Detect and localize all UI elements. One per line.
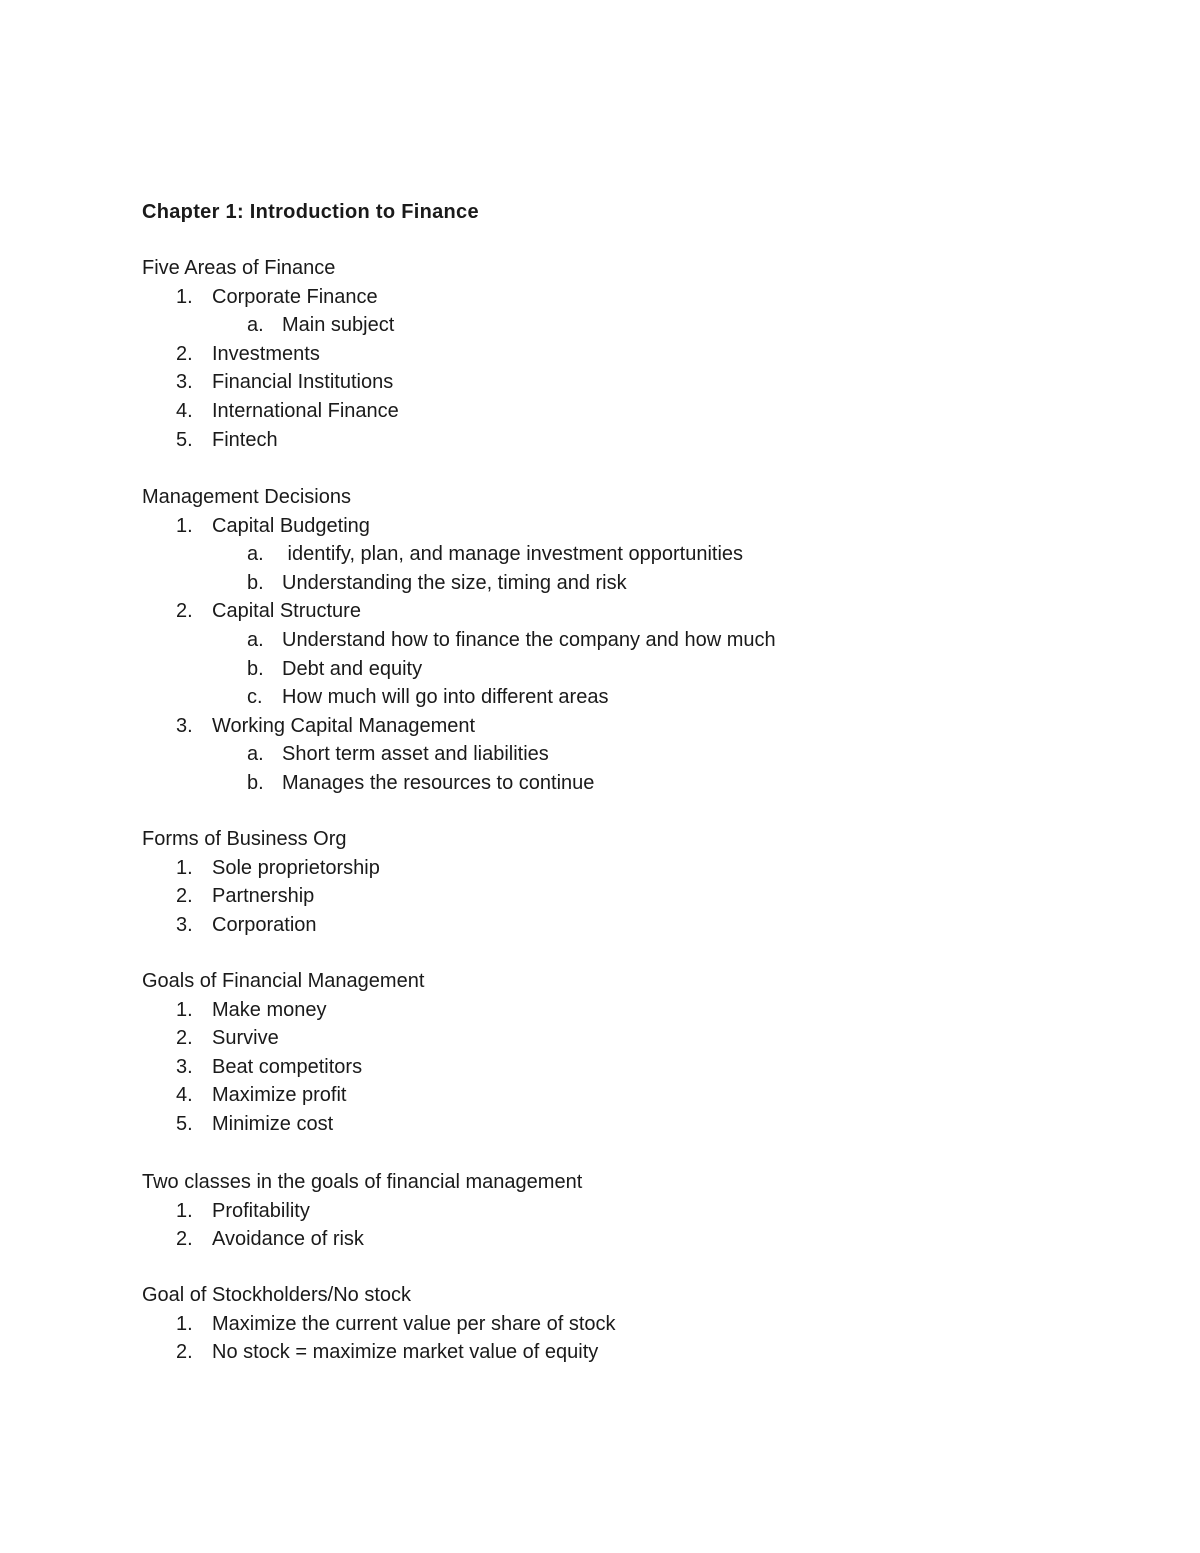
list-item-number: 1. — [176, 856, 193, 879]
list-item-number: 2. — [176, 1228, 193, 1251]
sub-list-item-letter: a. — [247, 314, 264, 337]
list-item-number: 5. — [176, 1112, 193, 1135]
list-item-number: 3. — [176, 714, 193, 737]
list-item — [142, 597, 1142, 626]
list-item-text: Avoidance of risk — [212, 1228, 364, 1251]
list-item-number: 4. — [176, 399, 193, 422]
list-item — [142, 1338, 1142, 1367]
list-item-text: Financial Institutions — [212, 371, 394, 394]
list-item-text: Survive — [212, 1027, 279, 1050]
list-item-text: Minimize cost — [212, 1112, 334, 1135]
list-item-text: International Finance — [212, 399, 399, 422]
list-item — [142, 996, 1142, 1025]
list-item-text: Sole proprietorship — [212, 856, 380, 879]
sub-list-item-text: Debt and equity — [282, 657, 423, 680]
sub-list-item — [142, 740, 1142, 769]
sub-list-item — [142, 655, 1142, 684]
list-item-number: 1. — [176, 998, 193, 1021]
list-item — [142, 911, 1142, 940]
list-item — [142, 854, 1142, 883]
list-item — [142, 882, 1142, 911]
list-item-number: 2. — [176, 1027, 193, 1050]
list-item — [142, 1310, 1142, 1339]
sub-list-item-text: identify, plan, and manage investment opportunities — [282, 543, 744, 566]
sub-list-item — [142, 626, 1142, 655]
list-item — [142, 512, 1142, 541]
list-item — [142, 340, 1142, 369]
section-heading: Management Decisions — [142, 486, 351, 508]
section — [142, 1281, 1142, 1367]
list-item-text: Beat competitors — [212, 1055, 363, 1078]
list-item-text: Maximize the current value per share of stock — [212, 1312, 616, 1335]
list-item-number: 2. — [176, 342, 193, 365]
list-item-text: Make money — [212, 998, 327, 1021]
list-item-number: 1. — [176, 514, 193, 537]
list-item — [142, 712, 1142, 741]
list-item-text: Profitability — [212, 1199, 310, 1222]
sub-list-item-text: How much will go into different areas — [282, 686, 609, 709]
list-item-number: 5. — [176, 428, 193, 451]
sub-list-item-letter: b. — [247, 571, 264, 594]
sub-list-item-letter: c. — [247, 686, 263, 709]
list-item-text: No stock = maximize market value of equity — [212, 1341, 599, 1364]
list-item-number: 4. — [176, 1084, 193, 1107]
section — [142, 483, 1142, 798]
list-item-number: 1. — [176, 285, 193, 308]
list-item — [142, 1053, 1142, 1082]
list-item-text: Fintech — [212, 428, 278, 451]
sub-list-item-letter: a. — [247, 628, 264, 651]
sub-list-item-letter: b. — [247, 657, 264, 680]
list-item — [142, 1197, 1142, 1226]
list-item-text: Partnership — [212, 885, 315, 908]
section-heading: Goal of Stockholders/No stock — [142, 1284, 412, 1306]
list-item-text: Corporation — [212, 913, 317, 936]
sub-list-item — [142, 569, 1142, 598]
list-item-text: Working Capital Management — [212, 714, 476, 737]
list-item — [142, 283, 1142, 312]
sub-list-item — [142, 540, 1142, 569]
sub-list-item-letter: b. — [247, 771, 264, 794]
list-item — [142, 1024, 1142, 1053]
list-item — [142, 368, 1142, 397]
list-item-number: 1. — [176, 1199, 193, 1222]
list-item-number: 2. — [176, 1341, 193, 1364]
section-heading: Goals of Financial Management — [142, 970, 425, 992]
sub-list-item-text: Understanding the size, timing and risk — [282, 571, 627, 594]
section-heading: Forms of Business Org — [142, 828, 347, 850]
sub-list-item-text: Understand how to finance the company and how much — [282, 628, 776, 651]
section — [142, 967, 1142, 1139]
section — [142, 1168, 1142, 1254]
sub-list-item-letter: a. — [247, 743, 264, 766]
list-item-text: Capital Budgeting — [212, 514, 370, 537]
list-item — [142, 1225, 1142, 1254]
sub-list-item — [142, 683, 1142, 712]
list-item — [142, 1081, 1142, 1110]
document-title: Chapter 1: Introduction to Finance — [142, 201, 479, 223]
list-item-number: 3. — [176, 913, 193, 936]
list-item-text: Maximize profit — [212, 1084, 347, 1107]
section — [142, 825, 1142, 939]
list-item — [142, 397, 1142, 426]
list-item-number: 2. — [176, 885, 193, 908]
list-item-text: Corporate Finance — [212, 285, 378, 308]
list-item-number: 2. — [176, 600, 193, 623]
sub-list-item — [142, 769, 1142, 798]
list-item — [142, 426, 1142, 455]
section-heading: Two classes in the goals of financial management — [142, 1171, 583, 1193]
sub-list-item-letter: a. — [247, 543, 264, 566]
list-item-text: Investments — [212, 342, 320, 365]
list-item-text: Capital Structure — [212, 600, 361, 623]
sub-list-item-text: Short term asset and liabilities — [282, 743, 549, 766]
sub-list-item — [142, 311, 1142, 340]
list-item-number: 1. — [176, 1312, 193, 1335]
section-heading: Five Areas of Finance — [142, 257, 336, 279]
sub-list-item-text: Manages the resources to continue — [282, 771, 595, 794]
sub-list-item-text: Main subject — [282, 314, 395, 337]
list-item-number: 3. — [176, 1055, 193, 1078]
section — [142, 254, 1142, 454]
list-item — [142, 1110, 1142, 1139]
list-item-number: 3. — [176, 371, 193, 394]
